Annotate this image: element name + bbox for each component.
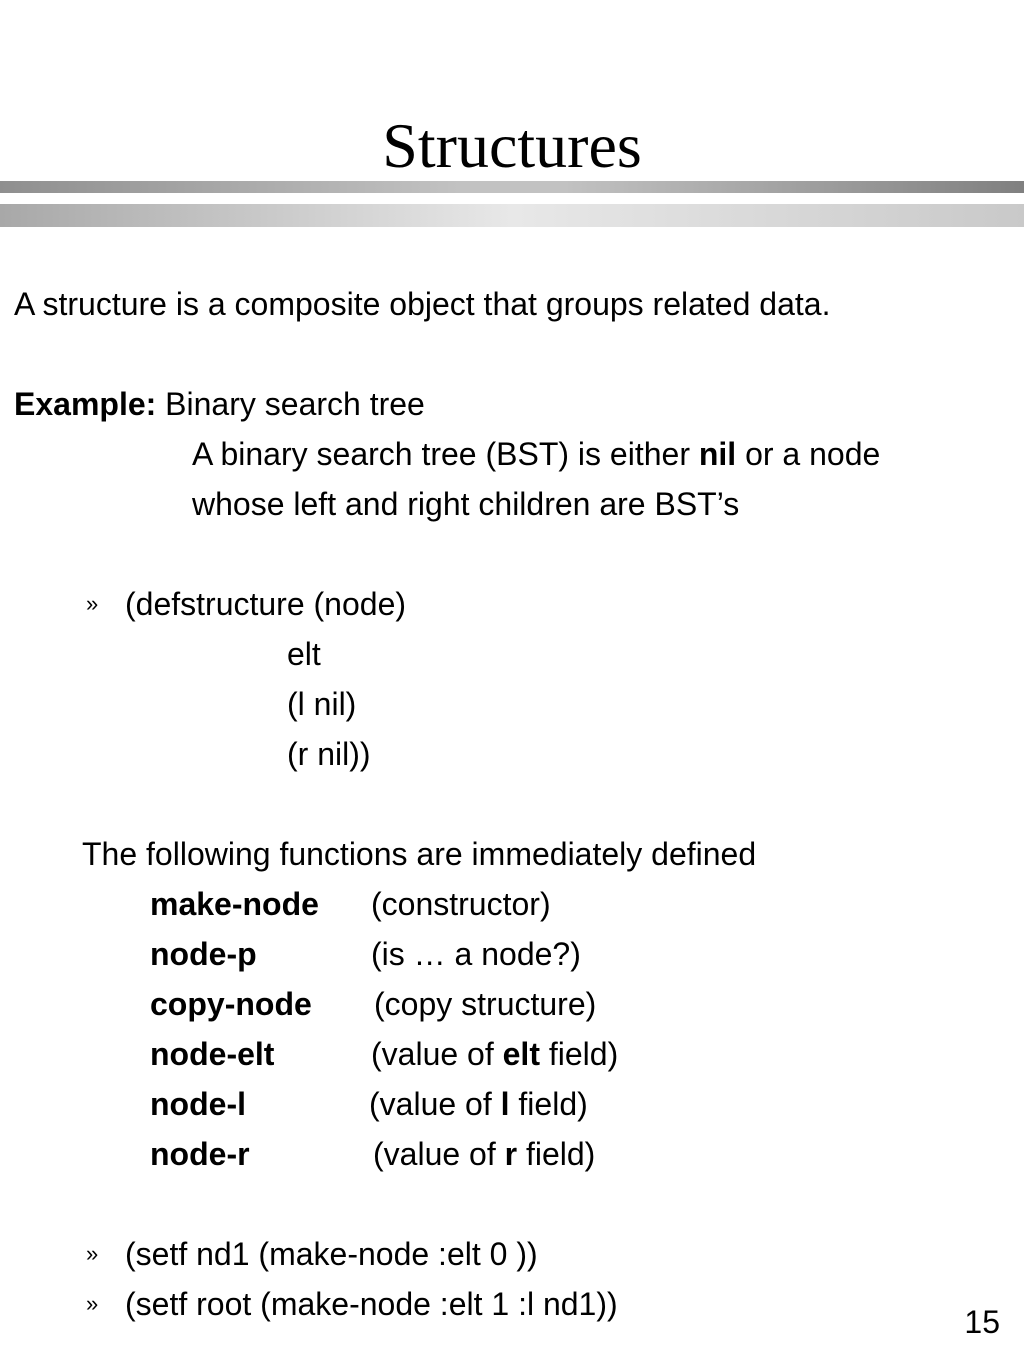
bst-description-line-2: whose left and right children are BST’s (192, 486, 740, 522)
defstructure-line-3: (l nil) (287, 686, 357, 722)
function-name: node-elt (150, 1036, 275, 1072)
function-desc: (value of r field) (373, 1136, 596, 1172)
bst-desc-pre: A binary search tree (BST) is either (192, 436, 699, 472)
functions-intro: The following functions are immediately defined (82, 836, 757, 872)
function-desc: (copy structure) (374, 986, 597, 1022)
setf-line-2: (setf root (make-node :elt 1 :l nd1)) (125, 1286, 618, 1322)
function-name: copy-node (150, 986, 312, 1022)
function-desc: (value of elt field) (371, 1036, 619, 1072)
page-number: 15 (964, 1304, 1000, 1340)
title-rule-bottom (0, 204, 1024, 227)
intro-text: A structure is a composite object that groups related data. (14, 286, 831, 322)
function-name: node-l (150, 1086, 246, 1122)
function-name: node-r (150, 1136, 250, 1172)
bullet-chevron-icon: » (86, 1291, 99, 1316)
setf-line-1: (setf nd1 (make-node :elt 0 )) (125, 1236, 538, 1272)
bst-desc-nil: nil (698, 436, 737, 472)
bullet-chevron-icon: » (86, 1241, 99, 1266)
defstructure-line-1: (defstructure (node) (125, 586, 407, 622)
bst-description-line-1 (192, 434, 880, 474)
bst-desc-post: or a node (736, 436, 881, 472)
function-desc: (value of l field) (369, 1086, 588, 1122)
example-label: Example: (14, 386, 157, 422)
title-rule-top (0, 181, 1024, 193)
defstructure-line-2: elt (287, 636, 321, 672)
function-name: make-node (150, 886, 319, 922)
example-text: Binary search tree (156, 386, 425, 422)
slide-title: Structures (382, 110, 642, 181)
bullet-chevron-icon: » (86, 591, 99, 616)
example-line (14, 384, 425, 424)
function-name: node-p (150, 936, 257, 972)
function-desc: (constructor) (371, 886, 551, 922)
defstructure-line-4: (r nil)) (287, 736, 371, 772)
function-desc: (is … a node?) (371, 936, 581, 972)
